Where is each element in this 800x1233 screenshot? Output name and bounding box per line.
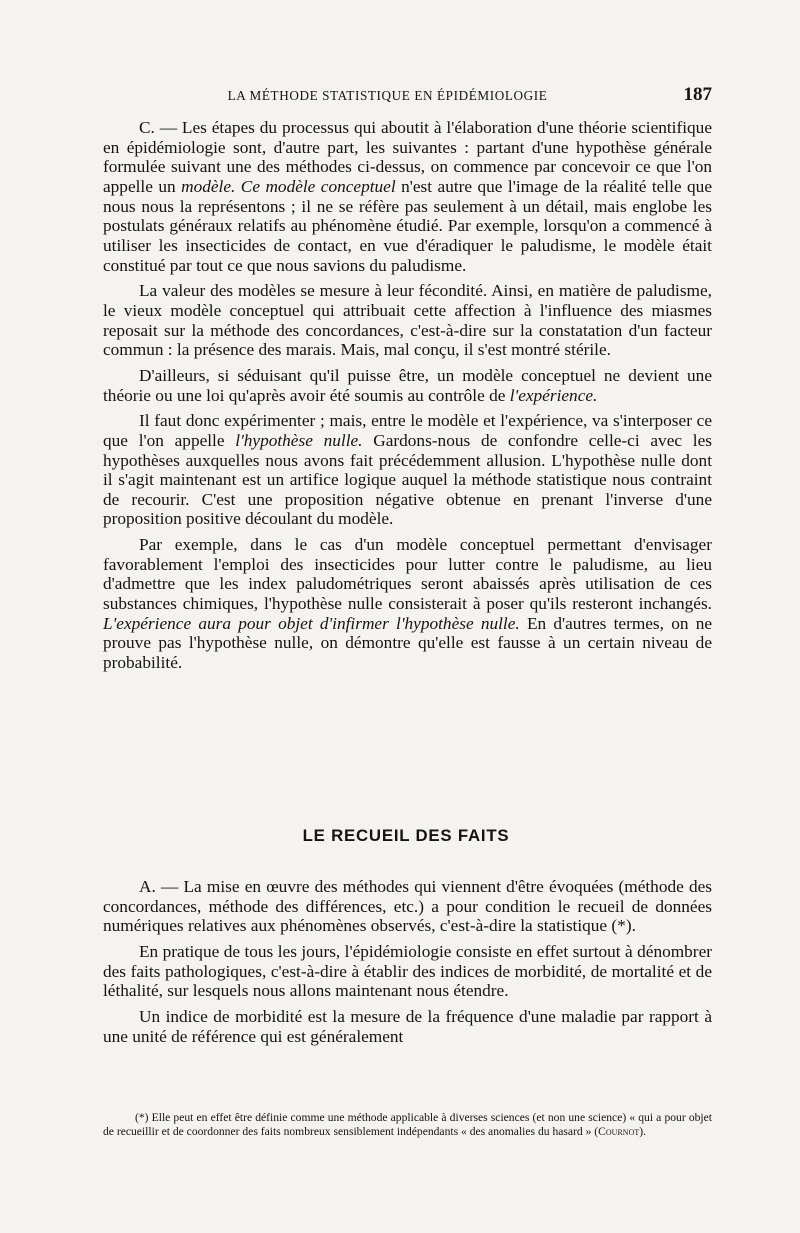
paragraph-c-text-a: C. — Les étapes du processus qui aboutit à l'élaboration d'une théorie scientifique en épidémiologie sont, d'autre part, les suivantes : partant d'une hypothèse générale formulée suivant une des méthodes ci-dessus, on commence par concevoir ce que l'on appelle un [103,118,712,196]
paragraph-experimenter-text-b: Gardons-nous de confondre celle-ci avec les hypothèses auxquelles nous avons fait précédemment allusion. L'hypothèse nulle dont il s'agit maintenant est un artifice logique auquel la méthode statistique nous contraint de recourir. C'est une proposition négative obtenue en prenant l'inverse d'une proposition positive découlant du modèle. [103,430,712,529]
term-modele-conceptuel: Ce modèle conceptuel [240,176,396,196]
footnote-text [103,1111,712,1139]
term-modele: modèle. [181,176,236,196]
paragraph-c-text-b: n'est autre que l'image de la réalité telle que nous nous la représentons ; il ne se réfère pas seulement à un détail, mais englobe les postulats généraux relatifs au phénomène étudié. Par exemple, lorsqu'on a commencé à utiliser les insecticides de contact, en vue d'éradiquer le paludisme, le modèle était constitué par tout ce que nous savions du paludisme. [103,176,712,275]
footnote [103,1111,712,1139]
paragraph-valeur-modeles: La valeur des modèles se mesure à leur fécondité. Ainsi, en matière de paludisme, le vieux modèle conceptuel qui attribuait cette affection à l'influence des miasmes reposait sur la méthode des concordances, c'est-à-dire sur la constatation d'un facteur commun : la présence des marais. Mais, mal conçu, il s'est montré stérile. [103,281,712,360]
paragraph-experimenter-text-a: Il faut donc expérimenter ; mais, entre le modèle et l'expérience, va s'interposer ce que l'on appelle [103,411,712,450]
paragraph-indice: Un indice de morbidité est la mesure de la fréquence d'une maladie par rapport à une unité de référence qui est généralement [103,1006,712,1046]
key-statement: L'expérience aura pour objet d'infirmer l'hypothèse nulle. [103,613,520,633]
term-hypothese-nulle: l'hypothèse nulle. [235,430,363,450]
section-two-text [103,877,712,1052]
paragraph-exemple-text-a: Par exemple, dans le cas d'un modèle conceptuel permettant d'envisager favorablement l'emploi des insecticides pour lutter contre le paludisme, au lieu d'admettre que les index paludométriques seront abaissés après utilisation de ces substances chimiques, l'hypothèse nulle consisterait à poser qu'ils resteront inchangés. [103,535,712,614]
paragraph-c [103,118,712,275]
footnote-author: Cournot [598,1125,640,1138]
section-one-text [103,118,712,679]
paragraph-exemple-text-b: En d'autres termes, on ne prouve pas l'hypothèse nulle, on démontre qu'elle est fausse à un certain niveau de probabilité. [103,613,712,673]
paragraph-a: A. — La mise en œuvre des méthodes qui viennent d'être évoquées (méthode des concordances, méthode des différences, etc.) a pour condition le recueil de données numériques relatives aux phénomènes observés, c'est-à-dire la statistique (*). [103,877,712,936]
footnote-end: ). [639,1125,647,1138]
page-number: 187 [683,84,712,105]
paragraph-ailleurs-text: D'ailleurs, si séduisant qu'il puisse être, un modèle conceptuel ne devient une théorie ou une loi qu'après avoir été soumis au contrôle de [103,365,712,405]
paragraph-pratique: En pratique de tous les jours, l'épidémiologie consiste en effet surtout à dénombrer des faits pathologiques, c'est-à-dire à établir des indices de morbidité, de mortalité et de léthalité, sur lesquels nous allons maintenant nous étendre. [103,941,712,1001]
section-heading: LE RECUEIL DES FAITS [302,826,510,845]
paragraph-experimenter [103,411,712,529]
running-title: LA MÉTHODE STATISTIQUE EN ÉPIDÉMIOLOGIE [227,88,548,103]
footnote-body: (*) Elle peut en effet être définie comme une méthode applicable à diverses sciences (et non une science) « qui a pour objet de recueillir et de coordonner des faits nombreux sensiblement indépendants « des anomalies du hasard » ( [103,1111,712,1138]
paragraph-ailleurs [103,366,712,405]
running-head [103,86,712,108]
paragraph-exemple [103,535,712,673]
term-experience: l'expérience. [509,385,598,405]
